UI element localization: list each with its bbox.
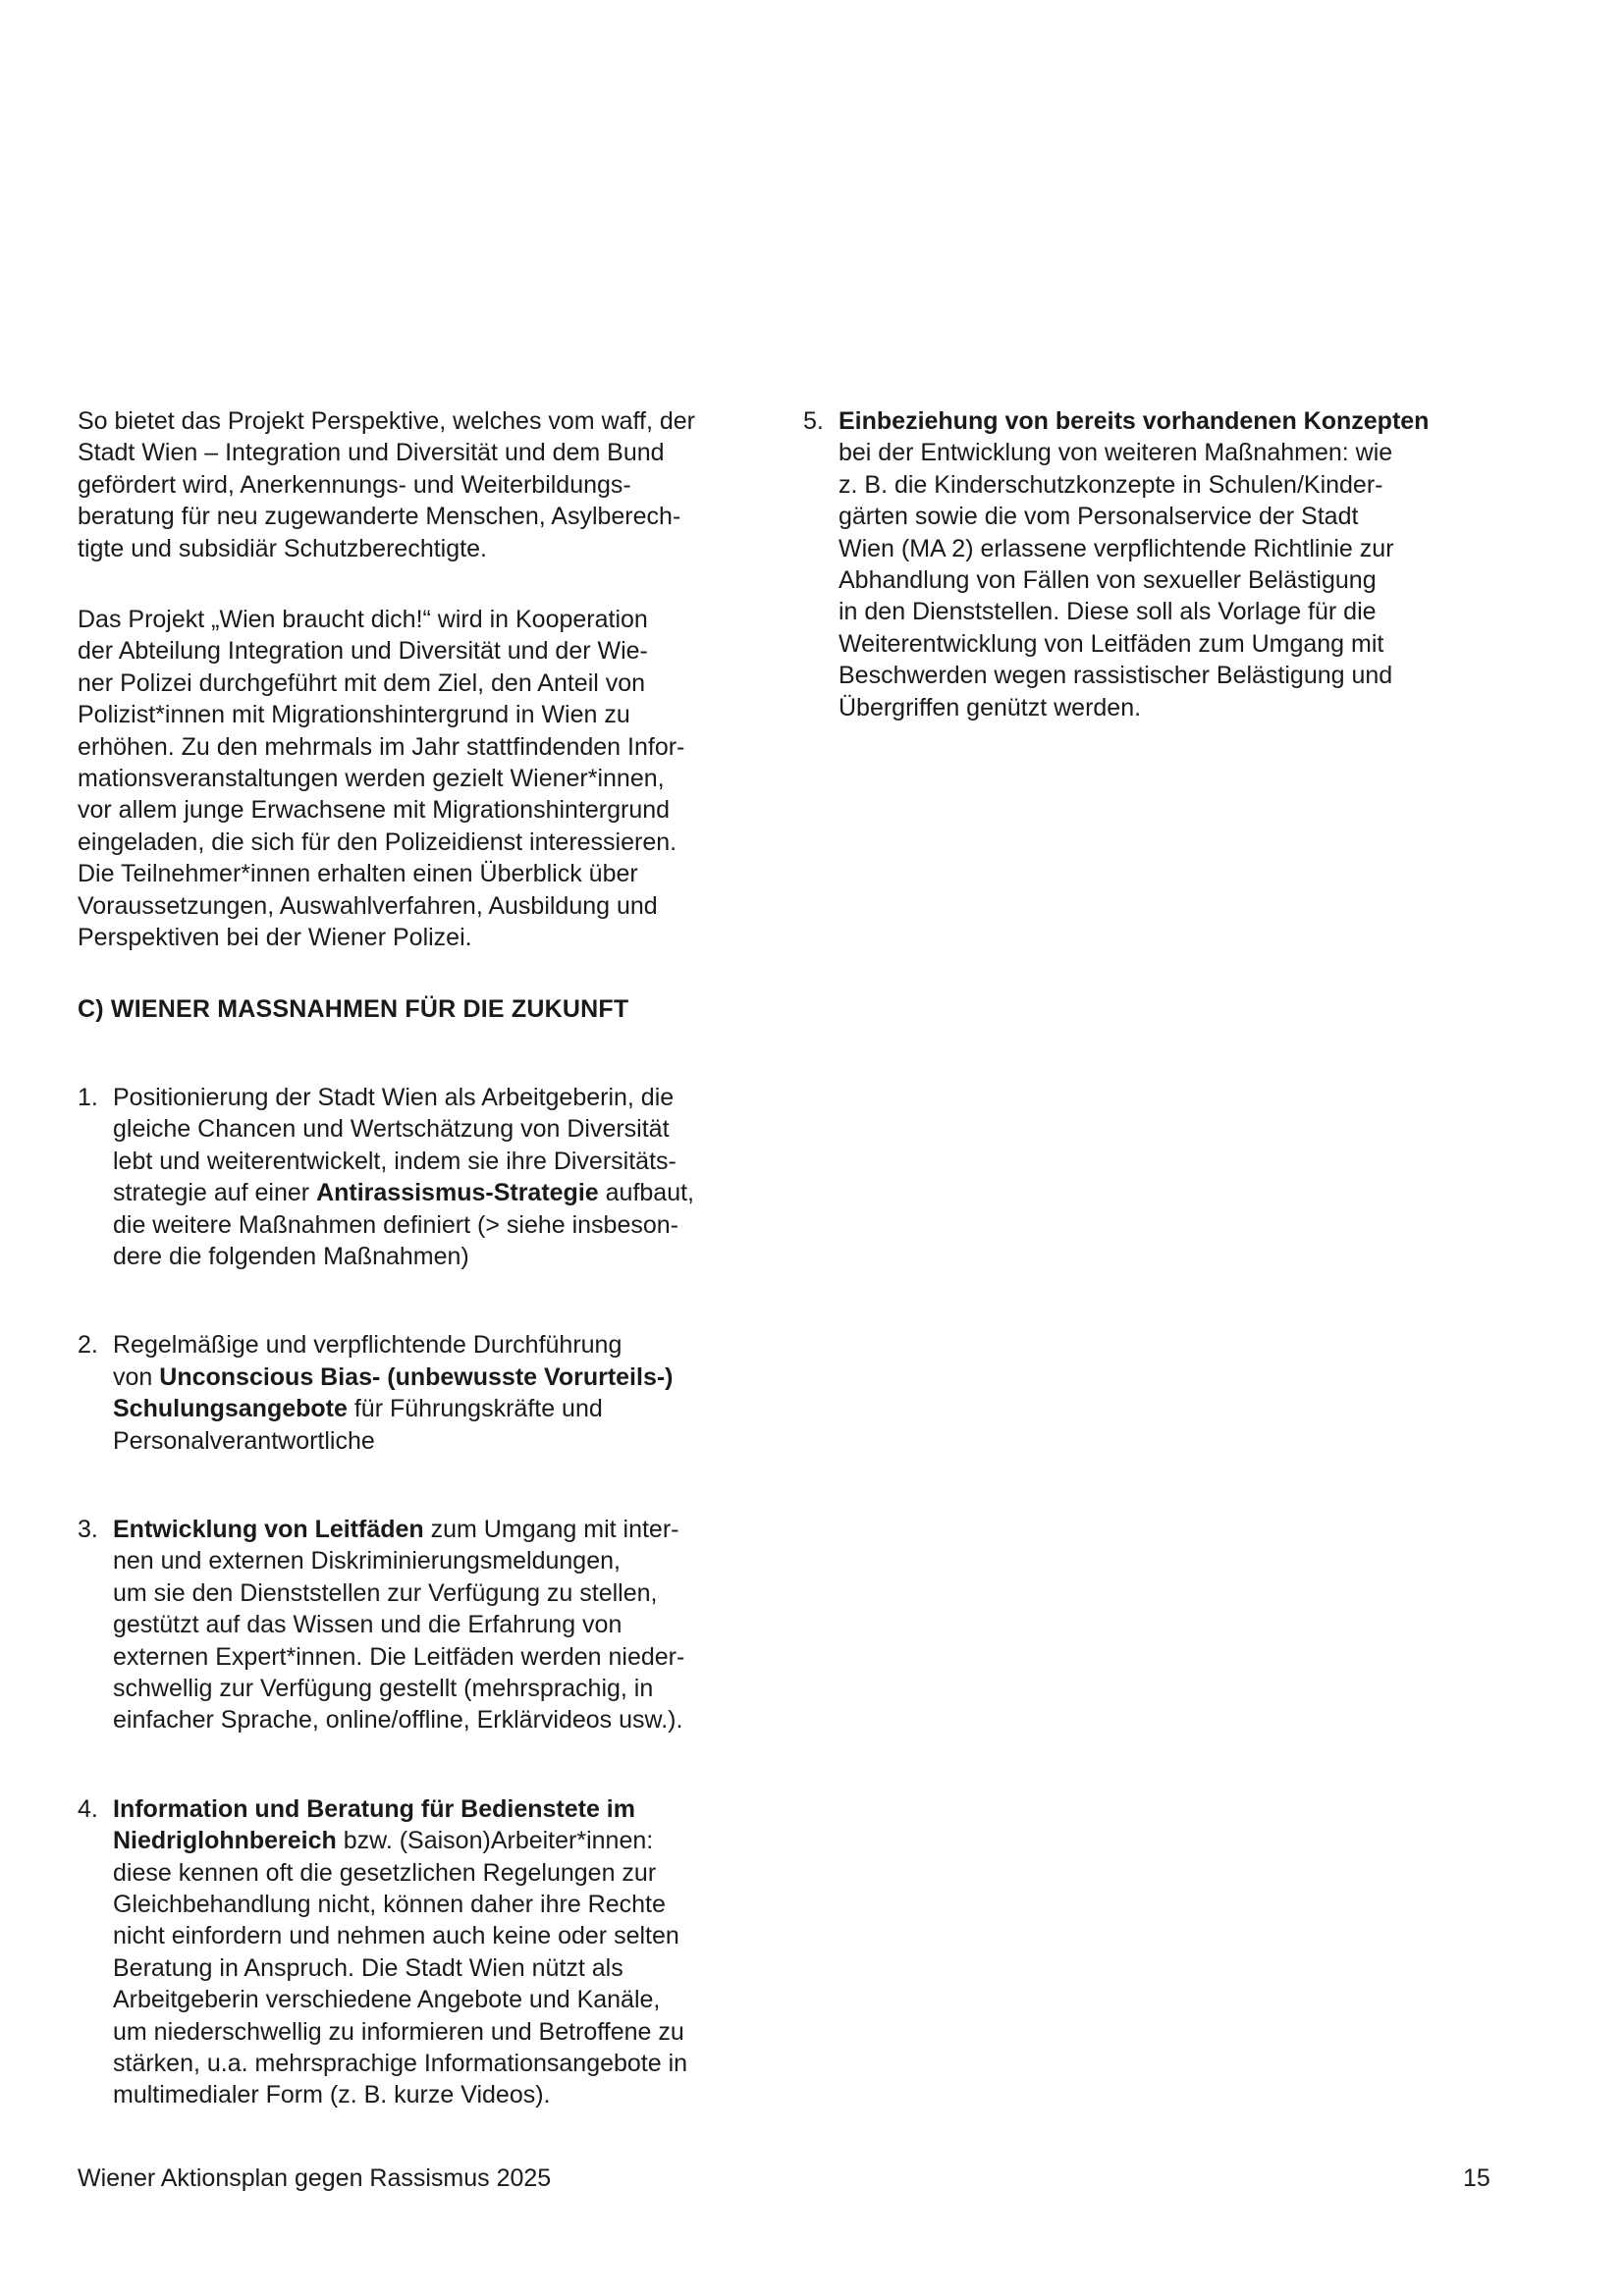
text-line <box>839 596 1490 627</box>
page-number: 15 <box>1463 2164 1490 2192</box>
item-number: 5. <box>803 407 824 435</box>
text-line <box>113 1793 765 1825</box>
text-line <box>113 1825 765 1856</box>
text-line <box>839 405 1490 437</box>
text-line <box>113 1514 765 1545</box>
text-segment: lebt und weiterentwickelt, indem sie ihre Diversitäts- <box>113 1147 677 1175</box>
text-segment: die weitere Maßnahmen definiert (> siehe insbeson- <box>113 1210 679 1239</box>
text-line <box>113 2048 765 2079</box>
text-line: tigte und subsidiär Schutzberechtigte. <box>78 534 487 562</box>
text-line <box>113 1545 765 1576</box>
measures-list-continued <box>803 405 1490 723</box>
text-line <box>113 1857 765 1889</box>
text-segment: Regelmäßige und verpflichtende Durchführung <box>113 1331 623 1360</box>
bold-text: Information und Beratung für Bedienstete im <box>113 1794 635 1823</box>
item-number: 4. <box>78 1794 98 1823</box>
text-line: Die Teilnehmer*innen erhalten einen Überblick über <box>78 860 638 888</box>
text-segment: bei der Entwicklung von weiteren Maßnahmen: wie <box>839 439 1393 467</box>
text-line: ner Polizei durchgeführt mit dem Ziel, den Anteil von <box>78 668 646 697</box>
item-text <box>839 405 1490 723</box>
text-line: vor allem junge Erwachsene mit Migrationshintergrund <box>78 796 671 825</box>
measure-item <box>78 1514 765 1736</box>
text-segment: dere die folgenden Maßnahmen) <box>113 1242 469 1270</box>
text-line: der Abteilung Integration und Diversität und der Wie- <box>78 637 648 666</box>
text-segment: Beratung in Anspruch. Die Stadt Wien nützt als <box>113 1953 623 1982</box>
text-line <box>113 1177 765 1208</box>
text-line <box>839 660 1490 691</box>
text-segment: gleiche Chancen und Wertschätzung von Diversität <box>113 1115 670 1144</box>
text-line: Das Projekt „Wien braucht dich!“ wird in Kooperation <box>78 606 648 634</box>
text-line <box>839 628 1490 660</box>
item-number: 3. <box>78 1515 98 1543</box>
text-line: gefördert wird, Anerkennungs- und Weiterbildungs- <box>78 470 631 499</box>
measure-item <box>803 405 1490 723</box>
text-line <box>113 1704 765 1735</box>
text-line <box>113 1609 765 1640</box>
text-line <box>839 437 1490 468</box>
text-segment: Abhandlung von Fällen von sexueller Belästigung <box>839 566 1377 595</box>
bold-text: Schulungsangebote <box>113 1395 348 1423</box>
text-segment: gärten sowie die vom Personalservice der Stadt <box>839 503 1359 531</box>
text-line <box>113 1952 765 1984</box>
text-segment: um sie den Dienststellen zur Verfügung zu stellen, <box>113 1578 658 1607</box>
text-line <box>113 1984 765 2015</box>
text-segment: in den Dienststellen. Diese soll als Vorlage für die <box>839 598 1377 626</box>
text-line <box>113 1393 765 1424</box>
text-line <box>113 1920 765 1951</box>
text-segment: von <box>113 1362 160 1391</box>
text-line <box>113 1889 765 1920</box>
text-line <box>113 1113 765 1145</box>
text-line <box>113 1329 765 1361</box>
text-line: Polizist*innen mit Migrationshintergrund in Wien zu <box>78 701 630 729</box>
text-segment: Weiterentwicklung von Leitfäden zum Umgang mit <box>839 629 1384 658</box>
bold-text: Niedriglohnbereich <box>113 1827 337 1855</box>
text-segment: stärken, u.a. mehrsprachige Informationsangebote in <box>113 2050 688 2078</box>
item-text <box>113 1082 765 1272</box>
text-line <box>113 1577 765 1609</box>
text-line <box>113 1641 765 1673</box>
section-heading: C) WIENER MASSNAHMEN FÜR DIE ZUKUNFT <box>78 994 629 1023</box>
text-segment: Beschwerden wegen rassistischer Belästigung und <box>839 662 1393 690</box>
text-line: beratung für neu zugewanderte Menschen, Asylberech- <box>78 503 681 531</box>
text-line: mationsveranstaltungen werden gezielt Wiener*innen, <box>78 765 665 793</box>
body-paragraph <box>78 405 765 564</box>
text-segment: Übergriffen genützt werden. <box>839 693 1142 721</box>
text-segment: um niederschwellig zu informieren und Betroffene zu <box>113 2017 684 2046</box>
text-line <box>839 501 1490 532</box>
measure-item <box>78 1329 765 1457</box>
text-segment: gestützt auf das Wissen und die Erfahrung von <box>113 1611 623 1639</box>
text-segment: Gleichbehandlung nicht, können daher ihre Rechte <box>113 1891 666 1919</box>
text-segment: Personalverantwortliche <box>113 1426 375 1455</box>
text-line <box>113 1146 765 1177</box>
text-segment: strategie auf einer <box>113 1179 317 1207</box>
text-line: erhöhen. Zu den mehrmals im Jahr stattfindenden Infor- <box>78 732 685 761</box>
text-segment: z. B. die Kinderschutzkonzepte in Schulen/Kinder- <box>839 470 1383 499</box>
item-text <box>113 1329 765 1457</box>
body-paragraph <box>78 604 765 953</box>
text-line: Voraussetzungen, Auswahlverfahren, Ausbildung und <box>78 891 658 920</box>
text-line <box>113 1241 765 1272</box>
text-segment: aufbaut, <box>598 1179 694 1207</box>
bold-text: Unconscious Bias- (unbewusste Vorurteils-) <box>159 1362 674 1391</box>
text-line <box>113 1082 765 1113</box>
text-line: eingeladen, die sich für den Polizeidienst interessieren. <box>78 828 677 856</box>
bold-text: Einbeziehung von bereits vorhandenen Konzepten <box>839 407 1430 435</box>
text-segment: Arbeitgeberin verschiedene Angebote und Kanäle, <box>113 1986 661 2014</box>
text-line: So bietet das Projekt Perspektive, welches vom waff, der <box>78 407 696 435</box>
text-line <box>113 1362 765 1393</box>
text-segment: multimedialer Form (z. B. kurze Videos). <box>113 2081 551 2109</box>
text-segment: einfacher Sprache, online/offline, Erklärvideos usw.). <box>113 1706 683 1735</box>
text-line <box>839 564 1490 596</box>
text-segment: externen Expert*innen. Die Leitfäden werden nieder- <box>113 1642 685 1671</box>
text-segment: Wien (MA 2) erlassene verpflichtende Richtlinie zur <box>839 534 1394 562</box>
text-line <box>113 1209 765 1241</box>
item-number: 2. <box>78 1331 98 1360</box>
bold-text: Entwicklung von Leitfäden <box>113 1515 424 1543</box>
text-line <box>839 692 1490 723</box>
text-line <box>113 2016 765 2048</box>
text-line <box>113 1425 765 1457</box>
text-line: Perspektiven bei der Wiener Polizei. <box>78 924 472 952</box>
measure-item <box>78 1793 765 2111</box>
left-column <box>78 405 765 2168</box>
text-line: Stadt Wien – Integration und Diversität und dem Bund <box>78 439 665 467</box>
bold-text: Antirassismus-Strategie <box>316 1179 599 1207</box>
text-segment: diese kennen oft die gesetzlichen Regelungen zur <box>113 1858 657 1887</box>
text-line <box>113 1673 765 1704</box>
item-text <box>113 1514 765 1736</box>
text-segment: für Führungskräfte und <box>347 1395 603 1423</box>
measures-list <box>78 1082 765 2111</box>
text-line <box>839 533 1490 564</box>
text-line <box>113 2079 765 2110</box>
text-segment: zum Umgang mit inter- <box>423 1515 679 1543</box>
intro-paragraphs <box>78 405 765 954</box>
text-segment: bzw. (Saison)Arbeiter*innen: <box>336 1827 654 1855</box>
right-column <box>803 405 1490 780</box>
text-line <box>839 469 1490 501</box>
item-number: 1. <box>78 1083 98 1111</box>
item-text <box>113 1793 765 2111</box>
text-segment: nicht einfordern und nehmen auch keine oder selten <box>113 1922 679 1950</box>
measure-item <box>78 1082 765 1272</box>
text-segment: schwellig zur Verfügung gestellt (mehrsprachig, in <box>113 1675 654 1702</box>
footer-title: Wiener Aktionsplan gegen Rassismus 2025 <box>78 2164 552 2192</box>
text-segment: Positionierung der Stadt Wien als Arbeitgeberin, die <box>113 1083 675 1111</box>
text-segment: nen und externen Diskriminierungsmeldungen, <box>113 1547 621 1575</box>
